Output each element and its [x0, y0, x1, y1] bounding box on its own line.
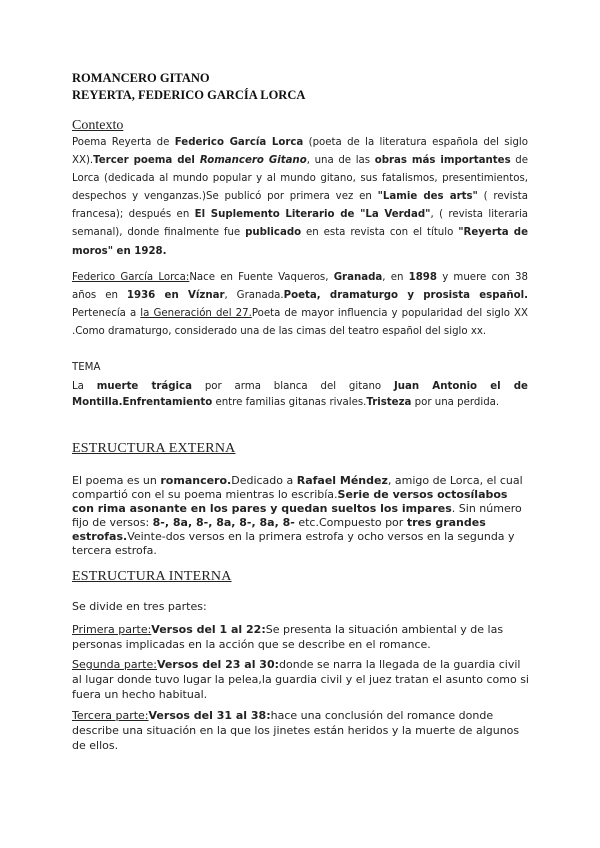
paragraph-estructura-externa: El poema es un romancero.Dedicado a Rafael Méndez, amigo de Lorca, el cual compartió con el su poema mientras lo escribía.Serie de versos octosílabos con rima asonante en los pares y quedan sueltos los impares. Sin número fijo de versos: 8-, 8a, 8-, 8a, 8-, 8a, 8- etc.Compuesto por tres grandes estrofas.Veinte-dos versos en la primera estrofa y ocho versos en la segunda y tercera estrofa.	[72, 474, 523, 557]
part-2: Segunda parte:Versos del 23 al 30:donde se narra la llegada de la guardia civil al lugar donde tuvo lugar la pelea,la guardia civil y el juez tratan el asunto como si fuera un hecho habitual.	[72, 658, 529, 702]
heading-estructura-interna: ESTRUCTURA INTERNA	[72, 569, 232, 584]
heading-contexto: Contexto	[72, 118, 124, 133]
tema-label: TEMA	[72, 362, 101, 373]
title-line-2: REYERTA, FEDERICO GARCÍA LORCA	[72, 88, 306, 102]
part-1: Primera parte:Versos del 1 al 22:Se presenta la situación ambiental y de las personas implicadas en la acción que se describe en el romance.	[72, 623, 504, 652]
heading-estructura-externa: ESTRUCTURA EXTERNA	[72, 441, 236, 456]
paragraph-tema: La muerte trágica por arma blanca del gitano Juan Antonio el de Montilla.Enfrentamiento entre familias gitanas rivales.Tristeza por una perdida.	[72, 381, 528, 408]
document-title	[72, 70, 305, 104]
paragraph-intro-partes: Se divide en tres partes:	[72, 600, 207, 613]
author-link-label: Federico García Lorca:	[72, 272, 190, 283]
paragraph-contexto: Poema Reyerta de Federico García Lorca (poeta de la literatura española del siglo XX).Tercer poema del Romancero Gitano, una de las obras más importantes de Lorca (dedicada al mundo popular y al mundo gitano, sus fatalismos, presentimientos, despechos y venganzas.)Se publicó por primera vez en "Lamie des arts" ( revista francesa); después en El Suplemento Literario de "La Verdad", ( revista literaria semanal), donde finalmente fue publicado en esta revista con el título "Reyerta de moros" en 1928.	[72, 137, 529, 257]
part-3: Tercera parte:Versos del 31 al 38:hace una conclusión del romance donde describe una situación en la que los jinetes están heridos y la muerte de algunos de ellos.	[72, 709, 520, 753]
title-line-1: ROMANCERO GITANO	[72, 71, 210, 85]
paragraph-author: Federico García Lorca:Nace en Fuente Vaqueros, Granada, en 1898 y muere con 38 años en 1936 en Víznar, Granada.Poeta, dramaturgo y prosista español. Pertenecía a la Generación del 27.Poeta de mayor influencia y popularidad del siglo XX .Como dramaturgo, considerado una de las cimas del teatro español del siglo xx.	[72, 272, 528, 338]
